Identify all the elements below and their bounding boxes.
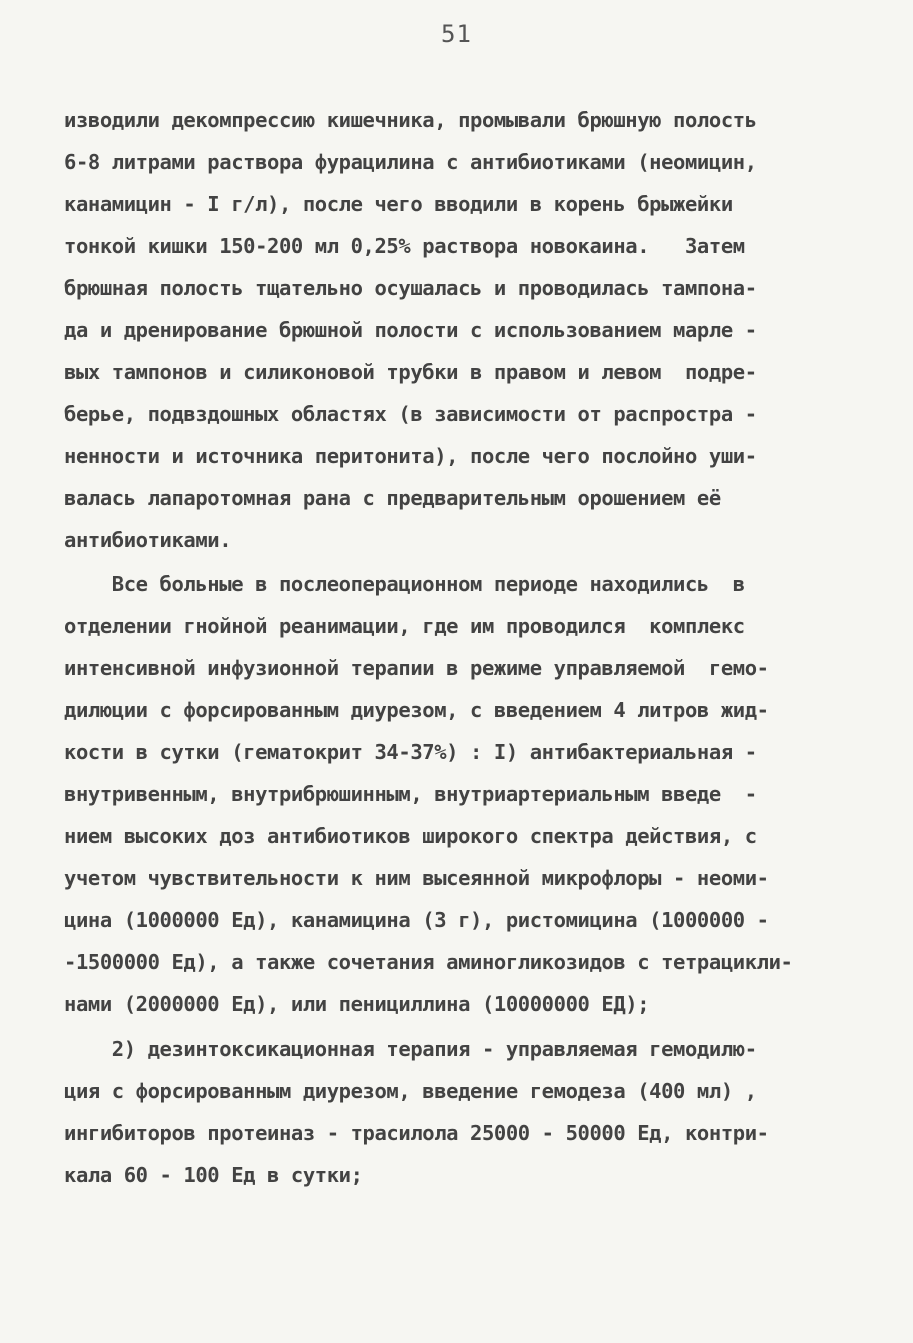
text-line: брюшная полость тщательно осушалась и проводилась тампона- bbox=[64, 276, 757, 300]
text-line: ненности и источника перитонита), после чего послойно уши- bbox=[64, 444, 757, 468]
text-line: антибиотиками. bbox=[64, 528, 232, 552]
text-line: ция с форсированным диурезом, введение гемодеза (400 мл) , bbox=[64, 1079, 757, 1103]
text-line: 2) дезинтоксикационная терапия - управляемая гемодилю- bbox=[64, 1037, 757, 1061]
text-line: изводили декомпрессию кишечника, промывали брюшную полость bbox=[64, 108, 757, 132]
text-line: учетом чувствительности к ним высеянной микрофлоры - неоми- bbox=[64, 866, 769, 890]
text-line: валась лапаротомная рана с предварительным орошением её bbox=[64, 486, 721, 510]
text-line: нием высоких доз антибиотиков широкого спектра действия, с bbox=[64, 824, 757, 848]
text-line: цина (1000000 Ед), канамицина (3 г), ристомицина (1000000 - bbox=[64, 908, 769, 932]
text-line: кала 60 - 100 Ед в сутки; bbox=[64, 1163, 363, 1187]
text-line: берье, подвздошных областях (в зависимости от распростра - bbox=[64, 402, 757, 426]
page-number: 51 bbox=[441, 20, 472, 48]
text-line: ингибиторов протеиназ - трасилола 25000 - 50000 Ед, контри- bbox=[64, 1121, 769, 1145]
text-line: канамицин - I г/л), после чего вводили в корень брыжейки bbox=[64, 192, 733, 216]
text-line: внутривенным, внутрибрюшинным, внутриартериальным введе - bbox=[64, 782, 757, 806]
text-line: кости в сутки (гематокрит 34-37%) : I) антибактериальная - bbox=[64, 740, 757, 764]
text-line: дилюции с форсированным диурезом, с введением 4 литров жид- bbox=[64, 698, 769, 722]
text-line: отделении гнойной реанимации, где им проводился комплекс bbox=[64, 614, 745, 638]
text-line: 6-8 литрами раствора фурацилина с антибиотиками (неомицин, bbox=[64, 150, 757, 174]
text-line: интенсивной инфузионной терапии в режиме управляемой гемо- bbox=[64, 656, 769, 680]
text-line: -1500000 Ед), а также сочетания аминогликозидов с тетрацикли- bbox=[64, 950, 793, 974]
text-line: Все больные в послеоперационном периоде находились в bbox=[64, 572, 745, 596]
text-line: нами (2000000 Ед), или пенициллина (10000000 ЕД); bbox=[64, 992, 650, 1016]
text-line: вых тампонов и силиконовой трубки в правом и левом подре- bbox=[64, 360, 757, 384]
text-line: да и дренирование брюшной полости с использованием марле - bbox=[64, 318, 757, 342]
text-line: тонкой кишки 150-200 мл 0,25% раствора новокаина. Затем bbox=[64, 234, 745, 258]
